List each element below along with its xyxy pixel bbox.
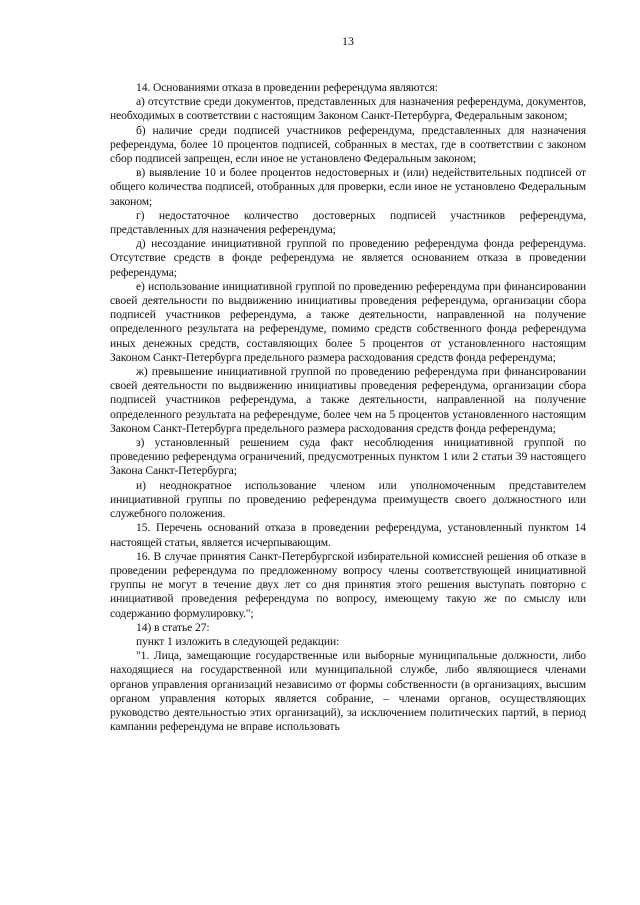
- paragraph: и) неоднократное использование членом или уполномоченным представителем инициативной группы по проведению референдума преимуществ своего должностного или служебного положения.: [110, 478, 586, 521]
- paragraph: е) использование инициативной группой по проведению референдума при финансировании своей деятельности по выдвижению инициативы проведения референдума, организации сбора подписей участников референдума, а также деятельности, направленной на получение определенного результата на референдуме, помимо средств собственного фонда референдума иных денежных средств, составляющих более 5 процентов от установленного настоящим Законом Санкт-Петербурга предельного размера расходования средств фонда референдума;: [110, 279, 586, 364]
- paragraph: пункт 1 изложить в следующей редакции:: [136, 634, 340, 648]
- paragraph: г) недостаточное количество достоверных подписей участников референдума, представленных для назначения референдума;: [110, 208, 586, 237]
- paragraph: з) установленный решением суда факт несоблюдения инициативной группой по проведению референдума ограничений, предусмотренных пунктом 1 или 2 статьи 39 настоящего Закона Санкт-Петербурга;: [110, 436, 586, 478]
- paragraph: б) наличие среди подписей участников референдума, представленных для назначения референдума, более 10 процентов подписей, собранных в местах, где в соответствии с законом сбор подписей запрещен, если иное не установлено Федеральным законом;: [110, 123, 586, 166]
- paragraph: 15. Перечень оснований отказа в проведении референдума, установленный пунктом 14 настоящей статьи, является исчерпывающим.: [110, 521, 586, 549]
- paragraph: ж) превышение инициативной группой по проведению референдума при финансировании своей деятельности по выдвижению инициативы проведения референдума, организации сбора подписей участников референдума, а также деятельности, направленной на получение определенного результата на референдуме, более чем на 5 процентов установленного настоящим Законом Санкт-Петербурга предельного размера расходования средств фонда референдума;: [110, 365, 586, 435]
- paragraph: 16. В случае принятия Санкт-Петербургской избирательной комиссией решения об отказе в проведении референдума по предложенному вопросу члены соответствующей инициативной группы не могут в течение двух лет со дня принятия этого решения выступать повторно с инициативой проведения референдума по вопросу, имеющему такую же по смыслу или содержанию формулировку.";: [110, 549, 586, 620]
- paragraph: "1. Лица, замещающие государственные или выборные муниципальные должности, либо находящиеся на государственной или муниципальной службе, либо являющиеся членами органов управления организаций независимо от формы собственности (в организациях, высшим органом управления которых является собрание, – членами органов, осуществляющих руководство деятельностью этих организаций), за исключением политических партий, в период кампании референдума не вправе использовать: [110, 649, 586, 734]
- document-body: [110, 81, 586, 734]
- page-number: 13: [342, 34, 354, 48]
- paragraph: 14. Основаниями отказа в проведении референдума являются:: [136, 81, 438, 94]
- paragraph: а) отсутствие среди документов, представленных для назначения референдума, документов, необходимых в соответствии с настоящим Законом Санкт-Петербурга, Федеральным законом;: [110, 95, 586, 123]
- paragraph: д) несоздание инициативной группой по проведению референдума фонда референдума. Отсутствие средств в фонде референдума не является основанием отказа в проведении референдума;: [110, 237, 586, 279]
- paragraph: в) выявление 10 и более процентов недостоверных и (или) недействительных подписей от общего количества подписей, отобранных для проверки, если иное не установлено Федеральным законом;: [110, 166, 586, 208]
- paragraph: 14) в статье 27:: [136, 620, 210, 634]
